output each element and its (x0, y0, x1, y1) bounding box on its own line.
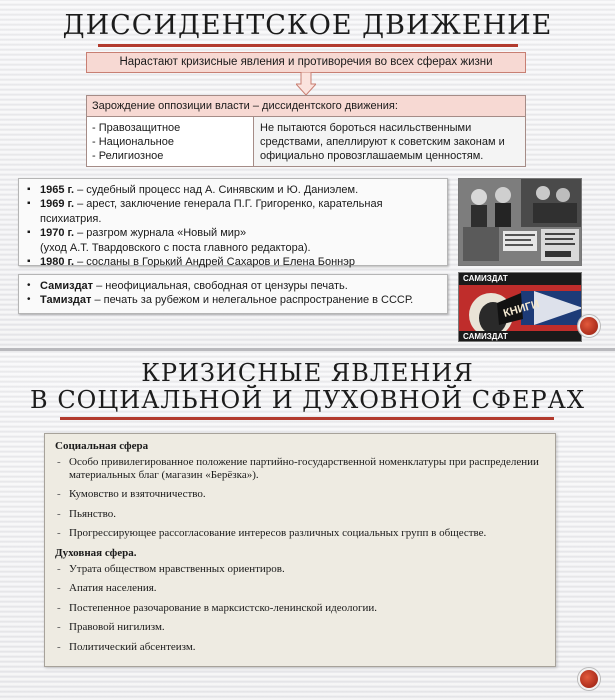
opposition-type: - Правозащитное (92, 122, 181, 134)
spiritual-item: - Постепенное разочарование в марксистско-ленинской идеологии. (57, 601, 378, 614)
spiritual-item: - Политический абсентеизм. (57, 640, 196, 653)
opposition-description: Не пытаются бороться насильственными средствами, апеллируют к советским законам и официально провозглашаемым ценностям. (254, 117, 525, 166)
events-list (18, 178, 448, 269)
samizdat-item: • Тамиздат – печать за рубежом и нелегальное распространение в СССР. (27, 294, 414, 306)
poster-top-label: САМИЗДАТ (463, 274, 508, 283)
slide-crisis-phenomena (0, 351, 615, 700)
opposition-types (87, 117, 254, 166)
opposition-table (86, 95, 526, 167)
samizdat-text: – неофициальная, свободная от цензуры печать. (93, 280, 348, 292)
opposition-type: - Национальное (92, 136, 174, 148)
event-item: ▪ 1980 г. – сосланы в Горький Андрей Сахаров и Елена Боннэр (27, 256, 355, 269)
crisis-banner: Нарастают кризисные явления и противоречия во всех сферах жизни (86, 52, 526, 73)
event-text: – судебный процесс над А. Синявским и Ю. Даниэлем. (74, 184, 359, 196)
event-text: – сосланы в Горький Андрей Сахаров и Елена Боннэр (74, 256, 355, 269)
slide-dissident-movement (0, 0, 615, 348)
next-slide-button[interactable] (578, 315, 600, 337)
social-sphere-title: Социальная сфера (55, 440, 149, 452)
event-year: 1980 г. (40, 256, 75, 269)
samizdat-poster (458, 272, 582, 342)
title-underline (60, 417, 554, 420)
slide-title-line2: В СОЦИАЛЬНОЙ И ДУХОВНОЙ СФЕРАХ (30, 386, 585, 414)
social-item: - Особо привилегированное положение партийно-государственной номенклатуры при распределении материальных благ (магазин «Берёзка»). (57, 456, 539, 481)
opposition-type: - Религиозное (92, 150, 164, 162)
samizdat-text: – печать за рубежом и нелегальное распространение в СССР. (91, 294, 414, 306)
poster-bottom-label: САМИЗДАТ (463, 332, 508, 341)
crisis-content-box (44, 433, 556, 667)
event-text: – арест, заключение генерала П.Г. Григоренко, карательная психиатрия. (40, 198, 383, 225)
event-year: 1969 г. (40, 198, 75, 211)
event-year: 1965 г. (40, 184, 75, 196)
social-item: - Прогрессирующее рассогласование интересов различных социальных групп в обществе. (57, 527, 487, 539)
spiritual-item: - Утрата обществом нравственных ориентиров. (57, 562, 285, 575)
event-text: – разгром журнала «Новый мир» (74, 227, 247, 240)
samizdat-item: • Самиздат – неофициальная, свободная от цензуры печать. (27, 280, 348, 292)
social-item: - Кумовство и взяточничество. (57, 488, 206, 500)
title-underline (98, 44, 518, 47)
event-year: 1970 г. (40, 227, 75, 240)
event-text-cont: (уход А.Т. Твардовского с поста главного редактора). (40, 241, 311, 254)
slide-title-line1: КРИЗИСНЫЕ ЯВЛЕНИЯ (141, 359, 474, 387)
spiritual-sphere-title: Духовная сфера. (55, 546, 137, 559)
social-item: - Пьянство. (57, 507, 116, 520)
spiritual-item: - Правовой нигилизм. (57, 621, 165, 633)
down-arrow-icon (296, 72, 316, 96)
opposition-header: Зарождение оппозиции власти – диссидентского движения: (87, 96, 525, 117)
slide-title: ДИССИДЕНТСКОЕ ДВИЖЕНИЕ (62, 10, 553, 41)
event-item: ▪ 1965 г. – судебный процесс над А. Синявским и Ю. Даниэлем. (27, 184, 359, 196)
event-item: ▪ 1970 г. – разгром журнала «Новый мир» (уход А.Т. Твардовского с поста главного редактора). (27, 227, 311, 254)
samizdat-term: Самиздат (40, 280, 94, 292)
samizdat-list (18, 274, 448, 314)
dissidents-photo-image (459, 179, 582, 266)
next-slide-button[interactable] (578, 668, 600, 690)
event-item: ▪ 1969 г. – арест, заключение генерала П.Г. Григоренко, карательная психиатрия. (27, 198, 383, 225)
poster-center-label: КНИГИ (502, 298, 541, 320)
dissidents-photo (458, 178, 582, 266)
spiritual-item: - Апатия населения. (57, 582, 157, 594)
samizdat-term: Тамиздат (40, 294, 92, 306)
